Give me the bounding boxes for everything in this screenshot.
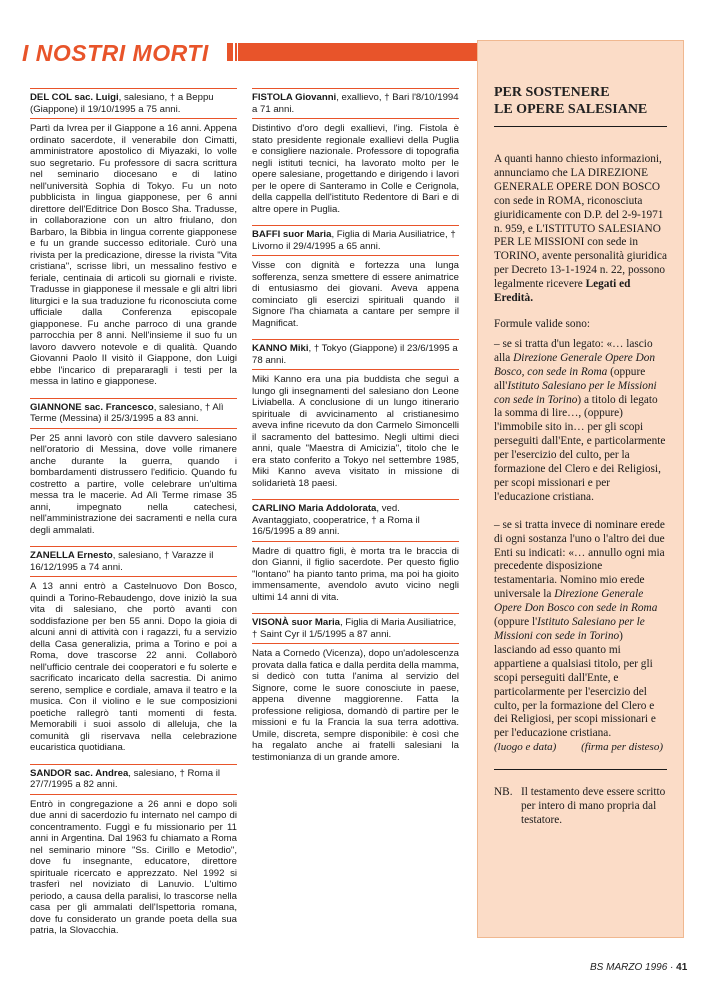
obituary-details: , salesiano, † Varazze il 16/12/1995 a 74 anni. (30, 550, 214, 573)
erede-text: – se si tratta invece di nominare erede di ogni sostanza l'uno o l'altro dei due Enti su indicati: «… annullo ogni mia precedente disposizione testamentaria. Nomino mio erede universale la (494, 518, 665, 601)
obituary-details: , Figlia di Maria Ausiliatrice, † Livorno il 29/4/1995 a 65 anni. (252, 229, 456, 252)
obituary-details: , exallievo, † Bari l'8/10/1994 a 71 anni. (252, 92, 459, 115)
obituary-entry (30, 764, 237, 937)
sidebar-divider (494, 126, 667, 127)
obituary-entry (252, 613, 459, 763)
sidebar-box (477, 40, 684, 938)
legato-formula (494, 338, 667, 505)
obituary-header (252, 88, 459, 118)
signature-line (494, 741, 667, 755)
obituary-entry (30, 398, 237, 537)
sidebar-note (494, 786, 667, 828)
legato-italic: Istituto Salesiano per le Missioni con sede in Torino (494, 379, 657, 406)
obituary-details: , salesiano, † Alì Terme (Messina) il 25/3/1995 a 83 anni. (30, 401, 224, 424)
obituary-entry (30, 88, 237, 388)
erede-italic: Direzione Generale Opere Don Bosco con sede in Roma (494, 588, 658, 615)
obituary-header (252, 225, 459, 255)
legato-text: (oppure all' (494, 365, 646, 392)
note-label: NB. (494, 786, 513, 799)
title-stripes-decoration (227, 43, 477, 61)
obituary-text: Partì da Ivrea per il Giappone a 16 anni. Appena ordinato sacerdote, il venerabile don Cimatti, amministratore apostolico di Miyazaki, lo volle suo segretario. Fu professore di sacra scrittura nel seminario diocesano e di latino nell'università Sophia di Tokyo. Fu un noto pubblicista in lingua giapponese, per 6 anni direttore dell'Editrice Don Bosco Sha. Tradusse, in collaborazione con un altro friulano, don Barbaro, la Bibbia in lingua corrente giapponese e fu un grande successo editoriale. Curò una rivista per la predicazione, diresse la rivista "Vita cristiana", scrisse libri, un messalino festivo e feriale, centinaia di articoli su giornali e riviste. Tradusse in giapponese il messale e gli altri libri liturgici e la sua traduzione fu riconosciuta come ufficiale dalla Conferenza episcopale giapponese. Fu anche parroco di una grande parrocchia per 8 anni. Nell'insieme il suo fu un lavoro davvero notevole e di qualità. Quando Giovanni Paolo II visitò il Giappone, don Luigi ebbe l'incarico di prepararagli i testi per la messa in latino e giapponese. (30, 118, 237, 388)
obituary-entry (252, 88, 459, 215)
obituary-text: A 13 anni entrò a Castelnuovo Don Bosco, quindi a Torino-Rebaudengo, dove iniziò la sua vita di salesiano, che portò avanti con soddisfazione per ben 55 anni. Dopo la gioia di alcuni anni di attività con i ragazzi, fu a servizio della Casa generalizia, prima a Torino e poi a Roma, dove trascorse 22 anni. Collaborò nell'ufficio centrale dei cooperatori e fu solerte e sacrificato incaricato della sacrestia. Di animo sereno, semplice e cordiale, amava il teatro e la musica. Con il violino e le sue composizioni poetiche rallegrò tanti momenti di festa. Memorabili i suoi assolo di alleluja, che la comunità gli riservava nella celebrazione eucaristica quotidiana. (30, 576, 237, 754)
sidebar-divider (494, 769, 667, 770)
obituary-name: DEL COL sac. Luigi (30, 92, 119, 103)
obituary-details: , Figlia di Maria Ausiliatrice, † Saint Cyr il 1/5/1995 a 87 anni. (252, 617, 457, 640)
intro-text: A quanti hanno chiesto informazioni, annunciamo che (494, 153, 662, 179)
erede-text: ) lasciando ad esso quanto mi appartiene a qualsiasi titolo, per gli scopi perseguiti dall'Ente, e particolarmente per l'esercizio del culto, per la formazione del Clero e dei Religiosi, per scopi missionari e per l'educazione cristiana. (494, 630, 656, 740)
obituary-details: , ved. Avantaggiato, cooperatrice, † a Roma il 16/5/1995 a 89 anni. (252, 503, 420, 537)
obituary-header (252, 613, 459, 643)
obituary-details: , salesiano, † a Beppu (Giappone) il 19/10/1995 a 75 anni. (30, 92, 214, 115)
obituary-entry (252, 339, 459, 489)
obituary-header (30, 88, 237, 118)
signature-label: (firma per disteso) (581, 741, 663, 754)
obituary-text: Visse con dignità e fortezza una lunga sofferenza, senza smettere di essere animatrice di entusiasmo dei giovani. Aveva appena cominciato gli esercizi spirituali quando il Signore l'ha chiamata a cantare per sempre il Magnificat. (252, 255, 459, 329)
erede-italic: Istituto Salesiano per le Missioni con sede in Torino (494, 616, 645, 642)
intro-entity-turin: L'ISTITUTO SALESIANO PER LE MISSIONI con sede in TORINO (494, 222, 661, 263)
section-title: I NOSTRI MORTI (22, 40, 209, 66)
obituary-text: Per 25 anni lavorò con stile davvero salesiano nell'oratorio di Messina, dove volle rimanere anche durante la guerra, quando i bombardamenti distrussero l'edificio. Quando fu costretto a partire, volle celebrare un'ultima messa tra le macerie. Ad Alì Terme rimase 35 anni, impegnato nella catechesi, nell'amministrazione dei sacramenti e nella cura degli ammalati. (30, 428, 237, 537)
obituary-entry (30, 546, 237, 754)
legato-text: – se si tratta d'un legato: «… lascio alla (494, 337, 653, 364)
middle-column (252, 88, 459, 773)
legato-text: ) a titolo di legato la somma di lire…, (oppure) l'immobile sito in… per gli scopi perseguiti dall'Ente, e particolarmente per l'esercizio del culto, per la formazione del Clero e dei Religiosi, per scopi missionari e per l'educazione cristiana. (494, 393, 666, 503)
intro-entity-rome: LA DIREZIONE GENERALE OPERE DON BOSCO con sede in ROMA (494, 166, 661, 207)
obituary-text: Nata a Cornedo (Vicenza), dopo un'adolescenza provata dalla fatica e dalla perdita della mamma, si dedicò con tutta l'anima al servizio del Signore, come le suore conosciute in paese, appena divenne maggiorenne. Fatta la professione religiosa, domandò di partire per le missioni e fu la Francia la sua terra adottiva. Umile, discreta, sempre disponibile: è così che ha regalato anche ai fratelli salesiani la testimonianza di un grande amore. (252, 643, 459, 763)
obituary-details: , † Tokyo (Giappone) il 23/6/1995 a 78 anni. (252, 343, 458, 366)
obituary-text: Madre di quattro figli, è morta tra le braccia di don Gianni, il figlio sacerdote. Per questo figlio "lontano" ha pianto tanto prima, ma poi ha gioito immensamente, avendolo avuto vicino negli ultimi 14 anni di vita. (252, 541, 459, 604)
obituary-name: KANNO Miki (252, 343, 309, 354)
intro-emphasis: Legati ed Eredità. (494, 278, 631, 305)
sidebar-intro (494, 153, 667, 306)
intro-text: , avente personalità giuridica per Decreto 13-1-1924 n. 22, possono legalmente ricevere (494, 250, 667, 291)
place-date-label: (luogo e data) (494, 741, 557, 754)
intro-text: , riconosciuta giuridicamente con D.P. del 2-9-1971 n. 959, e (494, 194, 664, 235)
page-number: 41 (676, 962, 688, 973)
obituary-header (30, 546, 237, 576)
erede-formula (494, 519, 667, 742)
obituary-name: BAFFI suor Maria (252, 229, 332, 240)
obituary-text: Entrò in congregazione a 26 anni e dopo soli due anni di sacerdozio fu internato nel campo di concentramento. Fuggì e fu missionario per 11 anni in Argentina. Dal 1963 fu chiamato a Roma nel seminario minore "Ss. Cirillo e Metodio", dove fu insegnante, educatore, direttore spirituale ricercato e apprezzato. Nel 1992 si trasferì nel noviziato di Lanuvio. L'ultimo periodo, a causa della paralisi, lo trascorse nella casa per gli ammalati dell'Ispettoria romana, dove fu considerato un grande poeta della sua patria, la Slovacchia. (30, 794, 237, 937)
obituary-header (252, 499, 459, 541)
obituary-text: Distintivo d'oro degli exallievi, l'ing. Fistola è stato presidente regionale exallievi della Puglia e consigliere nazionale. Professore di topografia negli istituti tecnici, ha lavorato molto per le opere salesiane, progettando e dirigendo i lavori per le opere di Santeramo in Colle e Cerignola, della cappella dell'istituto Redentore di Bari e di altre opere in Puglia. (252, 118, 459, 215)
obituary-name: SANDOR sac. Andrea (30, 767, 129, 779)
obituary-entry (252, 225, 459, 329)
section-header (22, 40, 462, 66)
obituary-header (30, 764, 237, 794)
obituary-details: , salesiano, † Roma il 27/7/1995 a 82 anni. (30, 767, 220, 790)
obituary-header (252, 339, 459, 369)
obituary-name: ZANELLA Ernesto (30, 550, 113, 561)
legato-italic: Direzione Generale Opere Don Bosco, con sede in Roma (494, 351, 656, 378)
note-text: Il testamento deve essere scritto per intero di mano propria dal testatore. (521, 786, 666, 826)
sidebar-title-line: LE OPERE SALESIANE (494, 102, 648, 117)
magazine-issue: BS MARZO 1996 · (590, 962, 677, 973)
obituary-name: CARLINO Maria Addolorata (252, 503, 377, 514)
obituary-name: GIANNONE sac. Francesco (30, 401, 154, 413)
obituary-text: Miki Kanno era una pia buddista che seguì a lungo gli insegnamenti del salesiano don Leone Liviabella. A conclusione di un lungo itinerario spirituale di avvicinamento al cristianesimo aveva infine ricevuto da don Carmelo Simoncelli il sacramento del battesimo. Negli ultimi dieci anni, quale "Maestra di Amicizia", titolo che le era stato conferito a Tokyo nel settembre 1985, Miki Kanno aveva visitato in missione di solidarietà 18 paesi. (252, 369, 459, 489)
obituary-name: VISONÀ suor Maria (252, 617, 340, 628)
erede-text: (oppure l' (494, 616, 538, 629)
sidebar-title-line: PER SOSTENERE (494, 85, 610, 100)
page-footer (590, 962, 687, 973)
formule-heading: Formule valide sono: (494, 317, 591, 330)
left-column (30, 88, 237, 947)
obituary-name: FISTOLA Giovanni (252, 92, 337, 103)
obituary-entry (252, 499, 459, 603)
sidebar-title (494, 84, 667, 118)
obituary-header (30, 398, 237, 428)
